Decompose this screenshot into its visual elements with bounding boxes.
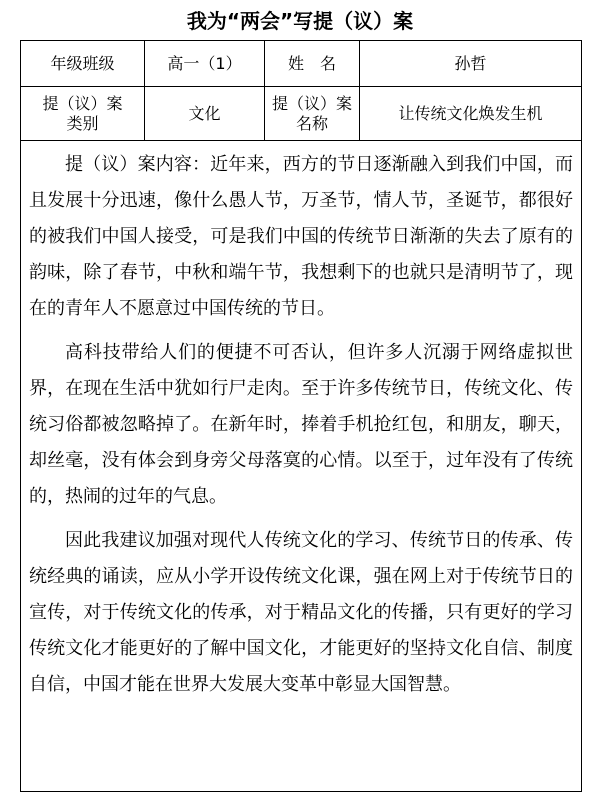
proposal-form bbox=[20, 40, 582, 792]
name-label: 姓 名 bbox=[265, 41, 360, 86]
proposal-content bbox=[21, 141, 581, 711]
name-value: 孙哲 bbox=[454, 53, 487, 73]
proposal-name-label: 提（议）案 名称 bbox=[265, 87, 360, 140]
proposal-name-value: 让传统文化焕发生机 bbox=[398, 103, 543, 123]
grade-class-value: 高一（1） bbox=[145, 41, 265, 86]
category-value: 文化 bbox=[145, 87, 265, 140]
content-paragraph: 高科技带给人们的便捷不可否认，但许多人沉溺于网络虚拟世界，在现在生活中犹如行尸走肉。至于许多传统节日，传统文化、传统习俗都被忽略掉了。在新年时，捧着手机抢红包，和朋友，聊天，却丝毫，没有体会到身旁父母落寞的心情。以至于，过年没有了传统的，热闹的过年的气息。 bbox=[29, 342, 573, 507]
content-paragraph: 因此我建议加强对现代人传统文化的学习、传统节日的传承、传统经典的诵读，应从小学开设传统文化课，强在网上对于传统节日的宣传，对于传统文化的传承，对于精品文化的传播，只有更好的学习传统文化才能更好的了解中国文化，才能更好的坚持文化自信、制度自信，中国才能在世界大发展大变革中彰显大国智慧。 bbox=[29, 530, 573, 695]
category-label: 提（议）案 类别 bbox=[21, 87, 145, 140]
grade-class-label: 年级班级 bbox=[21, 41, 145, 86]
content-paragraph: 提（议）案内容：近年来，西方的节日逐渐融入到我们中国，而且发展十分迅速，像什么愚人节，万圣节，情人节，圣诞节，都很好的被我们中国人接受，可是我们中国的传统节日渐渐的失去了原有的韵味，除了春节，中秋和端午节，我想剩下的也就只是清明节了，现在的青年人不愿意过中国传统的节日。 bbox=[29, 154, 573, 319]
info-row-1 bbox=[21, 41, 581, 87]
info-row-2 bbox=[21, 87, 581, 141]
page-title: 我为“两会”写提（议）案 bbox=[186, 9, 414, 33]
